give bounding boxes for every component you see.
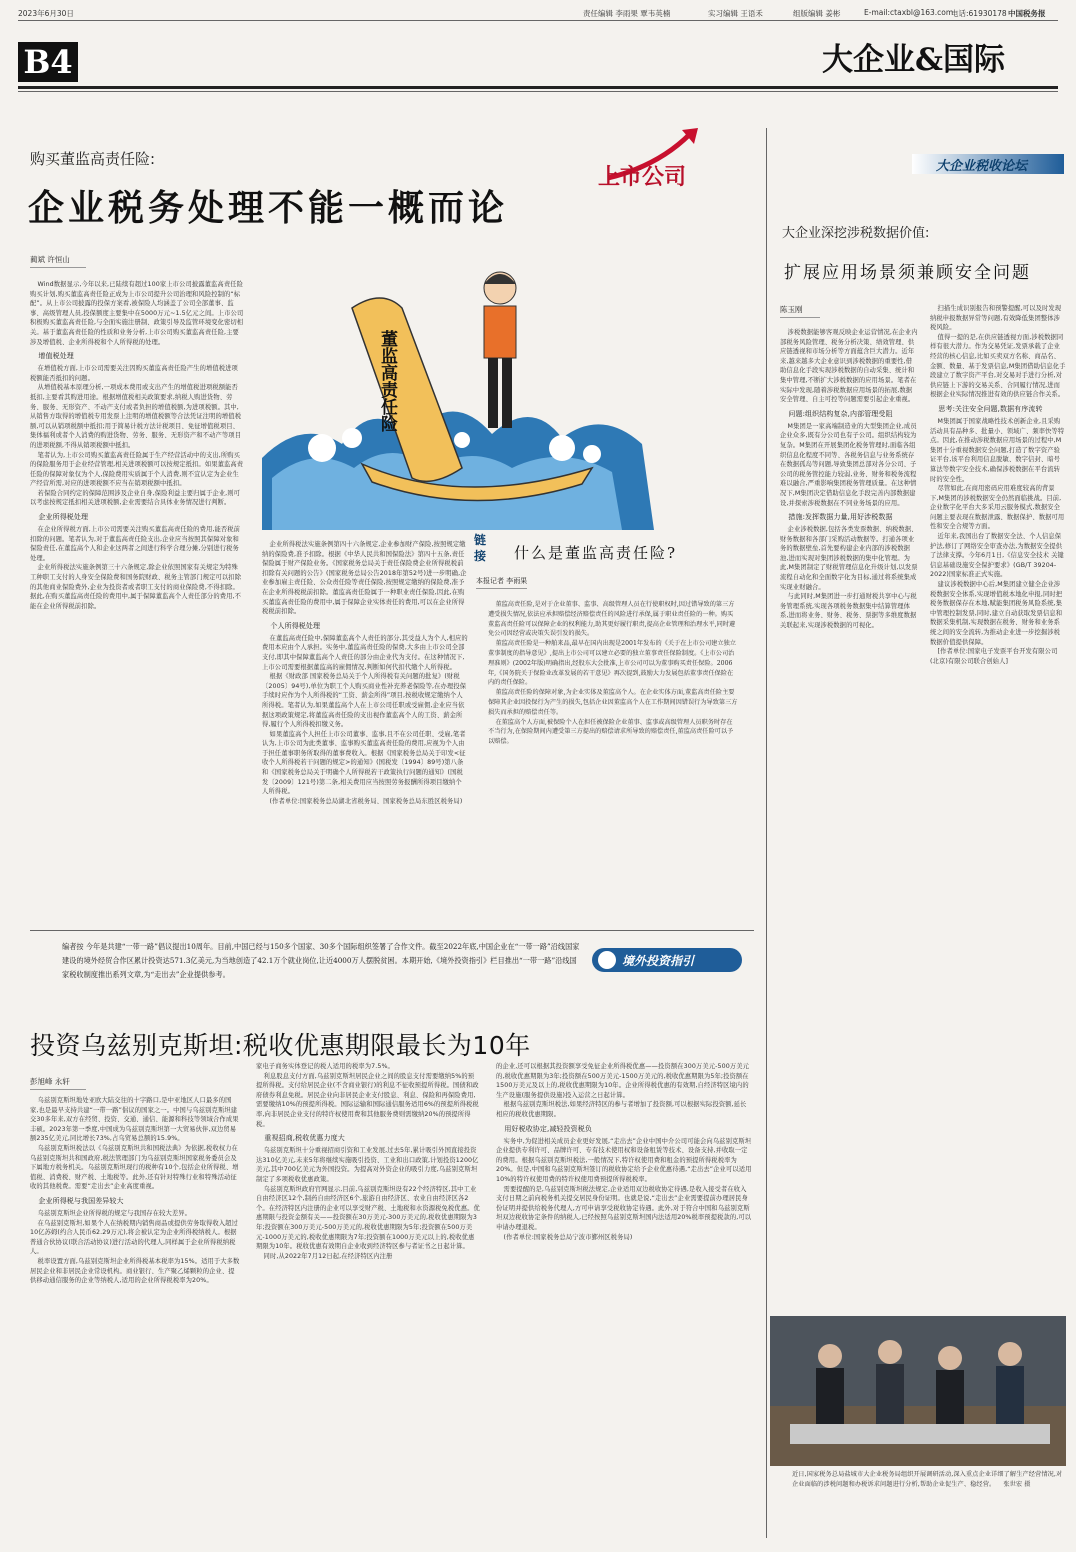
issue-date: 2023年6月30日 bbox=[18, 9, 74, 18]
listed-company-tag bbox=[598, 126, 708, 198]
forum-kicker: 大企业深挖涉税数据价值: bbox=[782, 226, 930, 241]
paper-name: 中国税务报 bbox=[1008, 9, 1046, 18]
layout-editor: 组版编辑 姜彬 bbox=[793, 9, 841, 18]
paragraph: 在董监高个人方面,被保险个人在担任被保险企业董事、监事或高级管理人员职务时存在不当行为,在保险期间内遭受第三方提出的赔偿请求所导致的赔偿责任,董监高责任险可以予以赔偿。 bbox=[488, 718, 734, 746]
guide-authors: 彭旭峰 永轩 bbox=[30, 1076, 86, 1090]
forum-author-unit: [作者单位:国家电子发票平台开发有限公司(北京)有限公司联合创始人] bbox=[930, 648, 1058, 665]
paragraph: 乌兹别克斯坦十分重视招商引资和工业发展,过去5年,累计吸引外国直接投资达310亿美元,未来5年将继续实施吸引投资、工业和出口政策,计划投资1200亿美元,其中700亿美元为外国投资。为提高对外资企业的吸引力度,乌兹别克斯坦制定了多项税收优惠政策。 bbox=[256, 1147, 479, 1183]
guide-sec1-title: 企业所得税与我国差异较大 bbox=[38, 1196, 124, 1205]
article1-sec3-title: 个人所得税处理 bbox=[270, 621, 321, 630]
forum-badge bbox=[912, 150, 1064, 176]
paragraph: 与此同时,M集团进一步打通财税共享中心与税务管理系统,实现各项税务数据集中结算管理体系,进而将业务、财务、税务、票据等多维度数据关联起来,实现涉税数据的可视化。 bbox=[780, 593, 917, 630]
paragraph: 董监高责任险是一种舶来品,最早在国内出现是2001年发布的《关于在上市公司建立独立董事制度的指导意见》,提出上市公司可以建立必要的独立董事责任保险制度。《上市公司治理准则》(2002年版)明确指出,经股东大会批准,上市公司可以为董事购买责任保险。2006年,《国务院关于保险业改革发展的若干意见》再次提到,鼓励大力发展包括董事责任保险在内的责任保险。 bbox=[488, 640, 736, 687]
forum-col1 bbox=[780, 328, 918, 1428]
paragraph: 利息股息支付方面,乌兹别克斯坦居民企业之间的股息支付需要缴纳5%的预提所得税。支付给居民企业(不含商业银行)的利息不征收预提所得税。国债和政府债券利息免税。居民企业向非居民企业支付股息、利息、保险和再保险费用,需要缴纳10%的预提所得税。国际运输和国际通信服务适用6%的预提所得税税率,向非居民企业支付的特许权使用费和其他服务费则需缴纳20%的预提所得税。 bbox=[256, 1072, 479, 1128]
paragraph: 在董监高责任险中,保障董监高个人责任的部分,其受益人为个人,相应的费用本应由个人承担。实务中,董监高责任险的保费,大多由上市公司全部支付,即其中保障董监高个人责任的部分由企业代为支付。在这种情况下,上市公司需要根据董监高的雇佣情况,判断如何代扣代缴个人所得税。 bbox=[262, 634, 468, 671]
paragraph: 乌兹别克斯坦政府官网显示,目前,乌兹别克斯坦设有22个经济特区,其中工业自由经济区12个,制药自由经济区6个,旅游自由经济区、农业自由经济区各2个。在经济特区内注册的企业可以享受财产税、土地税和水资源税免税优惠。优惠期限与投资金额有关——投资额在30万美元-300万美元的,税收优惠期限为3年;投资额在300万美元-500万美元的,税收优惠期限为5年;投资额在500万美元-1000万美元的,税收优惠期限为7年;投资额在1000万美元以上的,税收优惠期限为10年。税收优惠有效期自企业收到经济特区参与者证书之日起计算。 bbox=[256, 1185, 480, 1251]
insurance-wave-illustration bbox=[262, 268, 654, 530]
link-reporter: 本报记者 李雨果 bbox=[476, 576, 527, 589]
article1-col2 bbox=[262, 540, 468, 918]
section-title: 大企业&国际 bbox=[822, 42, 1005, 78]
paragraph: 值得一提的是,在供应链透视方面,涉税数据同样有很大潜力。作为交易凭证,发票承载了企业经营的核心信息,比如买卖双方名称、商品名、金额、数量、基于发票信息,M集团借助信息化手段建立了数字资产平台,对交易对手进行分析,对供应链上下游的交易关系、合同履行情况,进而根据企业实际情况推进有效的供应链合作关系。 bbox=[930, 333, 1066, 399]
header-bar bbox=[18, 6, 1058, 20]
paragraph: 若保险合同约定的保障范围涉及企业自身,保险利益主要归属于企业,则可以考虑按规定抵扣相关进项税额,企业需要结合具体业务情况进行判断。 bbox=[30, 489, 241, 507]
link-box bbox=[474, 528, 750, 920]
paragraph: 董监高责任险的保障对象,为企业实体及董监高个人。在企业实体方面,董监高责任险主要保障其企业因投保行为产生的损失,包括企业因董监高个人在工作期间因错误行为导致第三方损失而承担的赔偿责任等。 bbox=[488, 689, 738, 716]
paragraph: 如果董监高个人担任上市公司董事、监事,且不在公司任职、受雇,笔者认为,上市公司为此类董事、监事购买董监高责任险的费用,应视为个人由于担任董事职务所取得的董事费收入。根据《国家税务总局关于印发<征收个人所得税若干问题的规定>的通知》(国税发〔1994〕89号)第八条和《国家税务总局关于明确个人所得税若干政策执行问题的通知》(国税发〔2009〕121号)第二条,相关费用应当按照劳务报酬所得项目缴纳个人所得税。 bbox=[262, 730, 466, 796]
paragraph: M集团属于国家战略性技术创新企业,且采购活动具有品种多、批量小、领域广、频率快等特点。因此,在推动涉税数据应用场景的过程中,M集团十分重视数据安全问题,打造了数字资产验证平台,该平台利用信息脱敏、数字信封、暗号算法等数字安全技术,确保涉税数据在平台流转时的安全性。 bbox=[930, 417, 1065, 483]
paragraph: 企业涉税数据,包括各类发票数据、纳税数据、财务数据和各部门采购活动数据等。打通各项业务的数据壁垒,首先要构建企业内部的涉税数据池,进而实现对集团涉税数据的集中化管理。为此,M集团制定了财税管理信息化升级计划,以发票流程自动化和全面数字化为目标,通过将系统集成实现业财融合。 bbox=[780, 526, 918, 591]
article1-col1 bbox=[30, 280, 244, 920]
paragraph: 的企业,还可以根据其投资额享受免征企业所得税优惠——投资额在300万美元-500万美元的,税收优惠期限为3年;投资额在500万美元-1500万美元的,税收优惠期限为5年;投资额在1500万美元及以上的,税收优惠期限为10年。企业所得税优惠的有效期,自经济特区境内的生产设施(服务提供设施)投入运营之日起计算。 bbox=[496, 1063, 750, 1099]
paragraph: 扫描生成识别报告和预警提醒,可以及时发现纳税申报数据异常等问题,有效降低集团整体涉税风险。 bbox=[930, 305, 1062, 332]
forum-author: 陈玉刚 bbox=[780, 304, 820, 318]
paragraph: 税率设置方面,乌兹别克斯坦企业所得税基本税率为15%。适用于大多数居民企业和非居民企业常设机构。商业银行、生产聚乙烯颗粒的企业、提供移动通信服务的企业等纳税人,适用的企业所得税税率为20%。 bbox=[30, 1257, 240, 1285]
article1-headline: 企业税务处理不能一概而论 bbox=[28, 187, 509, 229]
guide-author-unit: (作者单位:国家税务总局宁波市鄞州区税务局) bbox=[503, 1233, 633, 1241]
article1-sec2-title: 企业所得税处理 bbox=[38, 513, 89, 522]
guide-col1 bbox=[30, 1096, 240, 1540]
globe-icon bbox=[598, 951, 616, 969]
paragraph: 建议涉税数据中心后,M集团建立健全企业涉税数据安全体系,实现增值税本地化申报,同时把税务数据保存在本地,赋能集团税务风险系统,集中管理控制发票,同时,建立自动获取发票信息和数据采集机制,实现数据在税务、财务和业务系统之间的安全流转,为推动企业进一步挖掘涉税数据价值提供保障。 bbox=[930, 581, 1063, 646]
paragraph: 乌兹别克斯坦税法以《乌兹别克斯坦共和国税法典》为依据,税收权力在乌兹别克斯坦共和国政府,税法管理部门为乌兹别克斯坦国家税务委员会及下属地方税务机关。乌兹别克斯坦现行的税种有10个,包括企业所得税、增值税、消费税、财产税、土地税等。此外,还有针对特殊行业和特殊活动征收的其他税费。需要“走出去”企业高度重视。 bbox=[30, 1144, 239, 1191]
paragraph: 实务中,为促进相关成员企业更好发展,“走出去”企业中国中介公司可能会向乌兹别克斯坦企业提供专利许可、品牌许可、专有技术使用权和设备租赁等技术、设备支持,并收取一定的费用。根据乌兹别克斯坦税法,一般情况下,特许权使用费和租金的预提所得税税率为20%。但是,中国和乌兹别克斯坦签订的税收协定给予企业优惠待遇,“走出去”企业可以适用10%的特许权使用费的特许权使用费预提所得税税率。 bbox=[496, 1137, 752, 1183]
paragraph: 尽管如此,在商用密码应用难度较高的背景下,M集团的涉税数据安全仍然面临挑战。目前,企业数字化平台大多采用云服务模式,数据安全问题主要表现在数据泄露、数据保护、数据可用性和安全合规等方面。 bbox=[930, 485, 1065, 531]
paragraph: 根据乌兹别克斯坦税法,如果经济特区的参与者增加了投资额,可以根据实际投资额,延长相应的税收优惠期限。 bbox=[496, 1101, 747, 1118]
forum-sec3-title: 思考:关注安全问题,数据有序流转 bbox=[938, 404, 1043, 413]
paragraph: 涉税数据能够客观反映企业运营情况,在企业内部税务风险管理、税务分析决策、绩效管理、供应链透视和市场分析等方面蕴含巨大潜力。近年来,越来越多大企业意识到涉税数据的重要性,借助信息化手段实现涉税数据的自动采集、统计和集中管理,不断扩大涉税数据的应用场景。笔者在实际中发现,随着涉税数据应用场景的拓展,数据安全管理、自主可控等问题需要引起企业重视。 bbox=[780, 329, 918, 404]
guide-headline: 投资乌兹别克斯坦:税收优惠期限最长为10年 bbox=[30, 1031, 531, 1060]
article1-intro: Wind数据显示,今年以来,已陆续有超过100家上市公司披露董监高责任险购买计划,购买董监高责任险正成为上市公司提升公司治理和风险控制的“标配”。从上市公司披露的投保方案看,被保险人均涵盖了公司全部董事、监事、高级管理人员,投保额度主要集中在5000万元~1.5亿元之间。上市公司积极购买董监高责任险,与全面实施注册制、政策引导及监管环境变化密切相关。基于董监高责任险的性质和业务分析,上市公司购买董监高责任险,主要涉及增值税、企业所得税和个人所得税的处理。 bbox=[30, 281, 244, 346]
paragraph: 家电子商务实体登记的税人适用的税率为7.5%。 bbox=[256, 1063, 394, 1070]
article1-sec1-title: 增值税处理 bbox=[38, 352, 74, 361]
guide-col3 bbox=[496, 1062, 752, 1316]
paragraph: 企业所得税法实施条例第四十六条规定,企业参加财产保险,按照规定缴纳的保险费,准予扣除。根据《中华人民共和国保险法》第四十五条,责任保险属于财产保险业务。《国家税务总局关于责任保险费企业所得税税前扣除有关问题的公告》(国家税务总局公告2018年第52号)进一步明确,企业参加雇主责任险、公众责任险等责任保险,按照规定缴纳的保险费,准予在企业所得税税前扣除。董监高责任险属于一种职业责任保险,因此,在购买董监高责任险的费用中,属于保障企业实体责任的费用,可以在企业所得税税前扣除。 bbox=[262, 541, 467, 616]
link-tag: 链接 bbox=[474, 533, 487, 563]
link-body bbox=[488, 600, 738, 916]
illustration bbox=[262, 268, 654, 530]
guide-editor-note: 编者按 今年是共建“一带一路”倡议提出10周年。目前,中国已经与150多个国家、30多个国际组织签署了合作文件。截至2022年底,中国企业在“一带一路”沿线国家建设的境外经贸合作区累计投资达571.3亿美元,为当地创造了42.1万个就业岗位,让近4000万人摆脱贫困。本期开始,《境外投资指引》栏目推出“一带一路”沿线国家税收制度推出系列文章,为“走出去”企业提供参考。 bbox=[62, 942, 580, 979]
paragraph: 在乌兹别克斯坦,如果个人在纳税期内销售商品或提供劳务取得收入超过10亿苏姆(约合人民币62.29万元),将会被认定为企业所得税纳税人。根据普通合伙协议(联合活动协议)进行活动的代理人,同样属于企业所得税纳税人。 bbox=[30, 1219, 238, 1256]
article1-author-unit: (作者单位:国家税务总局湖北省税务局、国家税务总局东胜区税务局) bbox=[269, 797, 463, 805]
paragraph: 近年来,我国出台了数据安全法、个人信息保护法,修订了网络安全审查办法,为数据安全提供了法律支撑。今年6月1日,《信息安全技术 关键信息基础设施安全保护要求》(GB/T 39204-2022)国家标准正式实施。 bbox=[930, 533, 1064, 579]
paragraph: 同时,从2022年7月12日起,在经济特区内注册 bbox=[263, 1252, 393, 1260]
section-rule-thick bbox=[18, 86, 1058, 89]
editors: 责任编辑 李雨果 覃韦英楠 bbox=[583, 9, 671, 18]
paragraph: 在增值税方面,上市公司需要关注因购买董监高责任险产生的增值税进项税额能否抵扣的问题。 bbox=[30, 365, 238, 382]
forum-col2 bbox=[930, 304, 1066, 1454]
news-photo bbox=[770, 1316, 1066, 1466]
column-divider bbox=[766, 128, 767, 1538]
paragraph: 从增值税基本原理分析,一项成本费用或支出产生的增值税进项税额能否抵扣,主要看其购进用途。根据增值税相关政策要求,纳税人购进货物、劳务、服务、无形资产、不动产支付或者负担的增值税额,为进项税额。其中,从销售方取得的增值税专用发票上注明的增值税额等合法凭证注明的增值税额,可以从销项税额中抵扣;用于简易计税方法计税项目、免征增值税项目、集体福利或者个人消费的购进货物、劳务、服务、无形资产和不动产等项目的进项税额,不得从销项税额中抵扣。 bbox=[30, 384, 242, 449]
listed-company-label: 上市公司 bbox=[598, 164, 687, 190]
paragraph: M集团是一家高端制造业的大型集团企业,成员企业众多,既有分公司也有子公司。组织结构较为复杂。M集团在开展集团化税务管理时,面临各组织信息化程度不同等、各税务信息与业务系统存在数据孤岛等问题,导致集团总部对各分公司、子公司的税务管控能力较弱,业务、财务和税务流程难以融合,严重影响集团税务管理质量。在这种情况下,M集团决定借助信息化手段完善内部数据建设,并探索涉税数据在不同业务场景的应用。 bbox=[780, 422, 917, 507]
paragraph: 需要提醒的是,乌兹别克斯坦税法规定,企业适用双边税收协定待遇,是收入接受者在收入支付日期之前向税务机关提交居民身份证明。也就是说,“走出去”企业需要提前办理居民身份证明并提供给税务代理人,方可申请享受税收协定待遇。此外,对于符合中国和乌兹别克斯坦双边税收协定条件的纳税人,已经按照乌兹别克斯坦国内法适用20%税率预提税款的,可以申请办理退税。 bbox=[496, 1185, 752, 1231]
section-rule-thin bbox=[18, 91, 1058, 92]
photo-credit: 张世宏 摄 bbox=[1003, 1481, 1031, 1488]
forum-sec2-title: 措施:发挥数据力量,用好涉税数据 bbox=[788, 513, 893, 522]
paragraph: 笔者认为,上市公司购买董监高责任险属于生产经营活动中的支出,所购买的保险服务用于企业经营管理,相关进项税额可以按规定抵扣。如果董监高责任险的保障对象仅为个人,保险费用实质属于个人消费,则不宜认定为企业生产经营所需,对应的进项税额不应当在销项税额中抵扣。 bbox=[30, 451, 244, 488]
paragraph: 董监高责任险,是对于企业董事、监事、高级管理人员在行使职权时,因过错导致的第三方遭受损失情况,依法应承担赔偿经济赔偿责任的风险进行承保,属于职业责任险的一种。购买董监高责任险可以保障企业的权利能力,助其更好履行职责,提高企业管理和治理水平,同时避免公司因经营或决策失误引发的损失。 bbox=[488, 601, 736, 638]
forum-sec1-title: 问题:组织结构复杂,内部管理受阻 bbox=[788, 409, 893, 418]
guide-col2 bbox=[256, 1062, 480, 1540]
link-title: 什么是董监高责任险? bbox=[514, 544, 678, 562]
paragraph: 乌兹别克斯坦地处亚欧大陆交往的十字路口,是中亚地区人口最多的国家,也是最早支持共建“一带一路”倡议的国家之一。中国与乌兹别克斯坦建交30多年来,双方在经贸、投资、交通、通信、能源和科技等领域合作成果丰硕。2023年第一季度,中国成为乌兹别克斯坦第一大贸易伙伴,双边贸易额235亿美元,同比增长73%,占乌贸易总额的15.9%。 bbox=[30, 1097, 239, 1143]
paragraph: 乌兹别克斯坦企业所得税的规定与我国存在较大差异。 bbox=[37, 1209, 192, 1217]
phone: 电话:61930178 bbox=[951, 9, 1007, 18]
paragraph: 根据《财政部 国家税务总局关于个人所得税有关问题的批复》(财税〔2005〕94号),单位为职工个人购买商业性补充养老保险等,在办理投保手续时应作为个人所得税的“工资、薪金所得”项目,按税收规定缴纳个人所得税。笔者认为,如果董监高个人在上市公司任职或受雇佣,企业应当依据这项政策规定,将董监高责任险的支出视作董监高个人的工资、薪金所得,履行个人所得税扣缴义务。 bbox=[262, 673, 467, 729]
illustration-banner-text: 董监高责任险 bbox=[377, 330, 397, 432]
factory-photo-icon bbox=[770, 1316, 1066, 1466]
intern-editor: 实习编辑 王语禾 bbox=[708, 9, 763, 18]
guide-badge bbox=[592, 948, 742, 972]
forum-badge-label: 大企业税收论坛 bbox=[936, 159, 1028, 174]
page-number: B4 bbox=[18, 42, 78, 82]
guide-top-rule bbox=[30, 930, 754, 931]
guide-sec3-title: 用好税收协定,减轻投资税负 bbox=[504, 1124, 592, 1133]
guide-badge-label: 境外投资指引 bbox=[622, 954, 695, 968]
paragraph: 企业所得税法实施条例第三十六条规定,除企业依照国家有关规定为特殊工种职工支付的人身安全保险费和国务院财政、税务主管部门规定可以扣除的其他商业保险费外,企业为投资者或者职工支付的商业保险费,不得扣除。据此,在购买董监高责任险的费用中,属于保障董监高个人责任部分的费用,不能在企业所得税前扣除。 bbox=[30, 564, 242, 610]
paragraph: 在企业所得税方面,上市公司需要关注购买董监高责任险的费用,能否税前扣除的问题。笔者认为,对于董监高责任险支出,企业应当按照其保障对象和保险责任,在董监高个人和企业这两者之间进行科学合理分摊,分别进行税务处理。 bbox=[30, 526, 241, 562]
photo-caption-text: 近日,国家税务总局盐城市大企业税务局组织开展调研活动,深入重点企业详细了解生产经营情况,对企业面临的涉税问题和办税诉求问题进行分析,帮助企业促生产、稳经营。 bbox=[792, 1471, 1063, 1488]
header-rule bbox=[18, 20, 1058, 21]
article1-kicker: 购买董监高责任险: bbox=[30, 150, 156, 168]
article1-authors: 蔺斌 许恒山 bbox=[30, 254, 86, 268]
photo-caption bbox=[792, 1470, 1064, 1490]
guide-sec2-title: 重视招商,税收优惠力度大 bbox=[264, 1134, 345, 1143]
forum-headline: 扩展应用场景须兼顾安全问题 bbox=[784, 263, 1031, 283]
email: E-mail:ctaxbl@163.com bbox=[864, 8, 954, 17]
